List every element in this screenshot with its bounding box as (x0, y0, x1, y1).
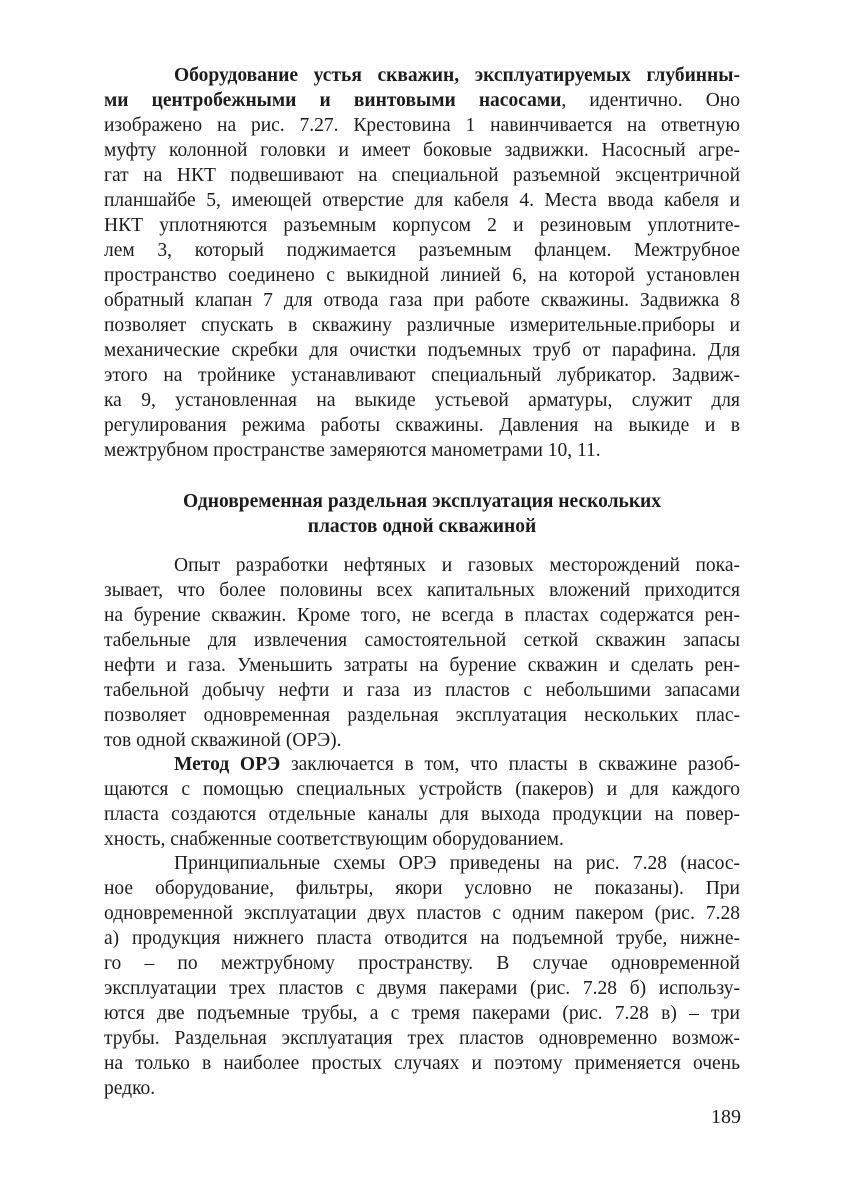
text-line (104, 89, 740, 113)
text-line: го – по межтрубному пространству. В случае одновременной (104, 953, 740, 974)
heading-line: пластов одной скважиной (307, 516, 537, 537)
text-line: хность, снабженные соответствующим оборудованием. (104, 829, 564, 850)
page-number: 189 (711, 1106, 741, 1128)
text-line: механические скребки для очистки подъемных труб от парафина. Для (104, 340, 740, 361)
bold-term: Оборудование устья скважин, эксплуатируемых глубинны- (174, 65, 740, 86)
text-line: тов одной скважиной (ОРЭ). (104, 730, 342, 751)
text-line: табельной добычу нефти и газа из пластов с небольшими запасами (104, 680, 740, 701)
text-line: изображено на рис. 7.27. Крестовина 1 навинчивается на ответную (104, 115, 740, 136)
text-line: НКТ уплотняются разъемным корпусом 2 и резиновым уплотните- (104, 215, 740, 236)
text-line: Опыт разработки нефтяных и газовых месторождений пока- (174, 555, 740, 576)
text-line: ются две подъемные трубы, а с тремя пакерами (рис. 7.28 в) – три (104, 1003, 740, 1024)
text-line: межтрубном пространстве замеряются манометрами 10, 11. (104, 440, 601, 461)
text-line: ное оборудование, фильтры, якори условно не показаны). При (104, 878, 740, 899)
text-line: пространство соединено с выкидной линией 6, на которой установлен (104, 265, 740, 286)
text-line: редко. (104, 1078, 156, 1099)
text-line: трубы. Раздельная эксплуатация трех пластов одновременно возмож- (104, 1028, 740, 1049)
bold-term: Метод ОРЭ (174, 754, 281, 775)
text-line: на только в наиболее простых случаях и поэтому применяется очень (104, 1053, 740, 1074)
text-line: лем 3, который поджимается разъемным фланцем. Межтрубное (104, 240, 740, 261)
text-line (104, 753, 740, 777)
text-line: позволяет спускать в скважину различные измерительные.приборы и (104, 315, 740, 336)
text-line: эксплуатации трех пластов с двумя пакерами (рис. 7.28 б) использу- (104, 978, 740, 999)
text-line: табельные для извлечения самостоятельной сеткой скважин запасы (104, 630, 740, 651)
text-line: щаются с помощью специальных устройств (пакеров) и для каждого (104, 779, 740, 800)
text-line: а) продукция нижнего пласта отводится на подъемной трубе, нижне- (104, 928, 740, 949)
text-line: нефти и газа. Уменьшить затраты на бурение скважин и сделать рен- (104, 655, 740, 676)
text-span: , идентично. Оно (561, 90, 740, 111)
text-line: обратный клапан 7 для отвода газа при работе скважины. Задвижка 8 (104, 290, 740, 311)
text-line: регулирования режима работы скважины. Давления на выкиде и в (104, 415, 740, 436)
bold-term: ми центробежными и винтовыми насосами (104, 90, 562, 111)
text-line: одновременной эксплуатации двух пластов с одним пакером (рис. 7.28 (104, 903, 740, 924)
text-line: ка 9, установленная на выкиде устьевой арматуры, служит для (104, 390, 740, 411)
text-line: Принципиальные схемы ОРЭ приведены на рис. 7.28 (насос- (174, 853, 740, 874)
text-line: планшайбе 5, имеющей отверстие для кабеля 4. Места ввода кабеля и (104, 190, 740, 211)
text-line: позволяет одновременная раздельная эксплуатация нескольких плас- (104, 705, 740, 726)
text-span: заключается в том, что пласты в скважине разоб- (280, 754, 740, 775)
heading-line: Одновременная раздельная эксплуатация нескольких (182, 491, 662, 512)
text-line (104, 64, 740, 88)
text-line: этого на тройнике устанавливают специальный лубрикатор. Задвиж- (104, 365, 740, 386)
text-line: гат на НКТ подвешивают на специальной разъемной эксцентричной (104, 165, 740, 186)
text-line: пласта создаются отдельные каналы для выхода продукции на повер- (104, 804, 740, 825)
text-line: зывает, что более половины всех капитальных вложений приходится (104, 580, 740, 601)
text-line: на бурение скважин. Кроме того, не всегда в пластах содержатся рен- (104, 605, 740, 626)
text-line: муфту колонной головки и имеет боковые задвижки. Насосный агре- (104, 140, 740, 161)
